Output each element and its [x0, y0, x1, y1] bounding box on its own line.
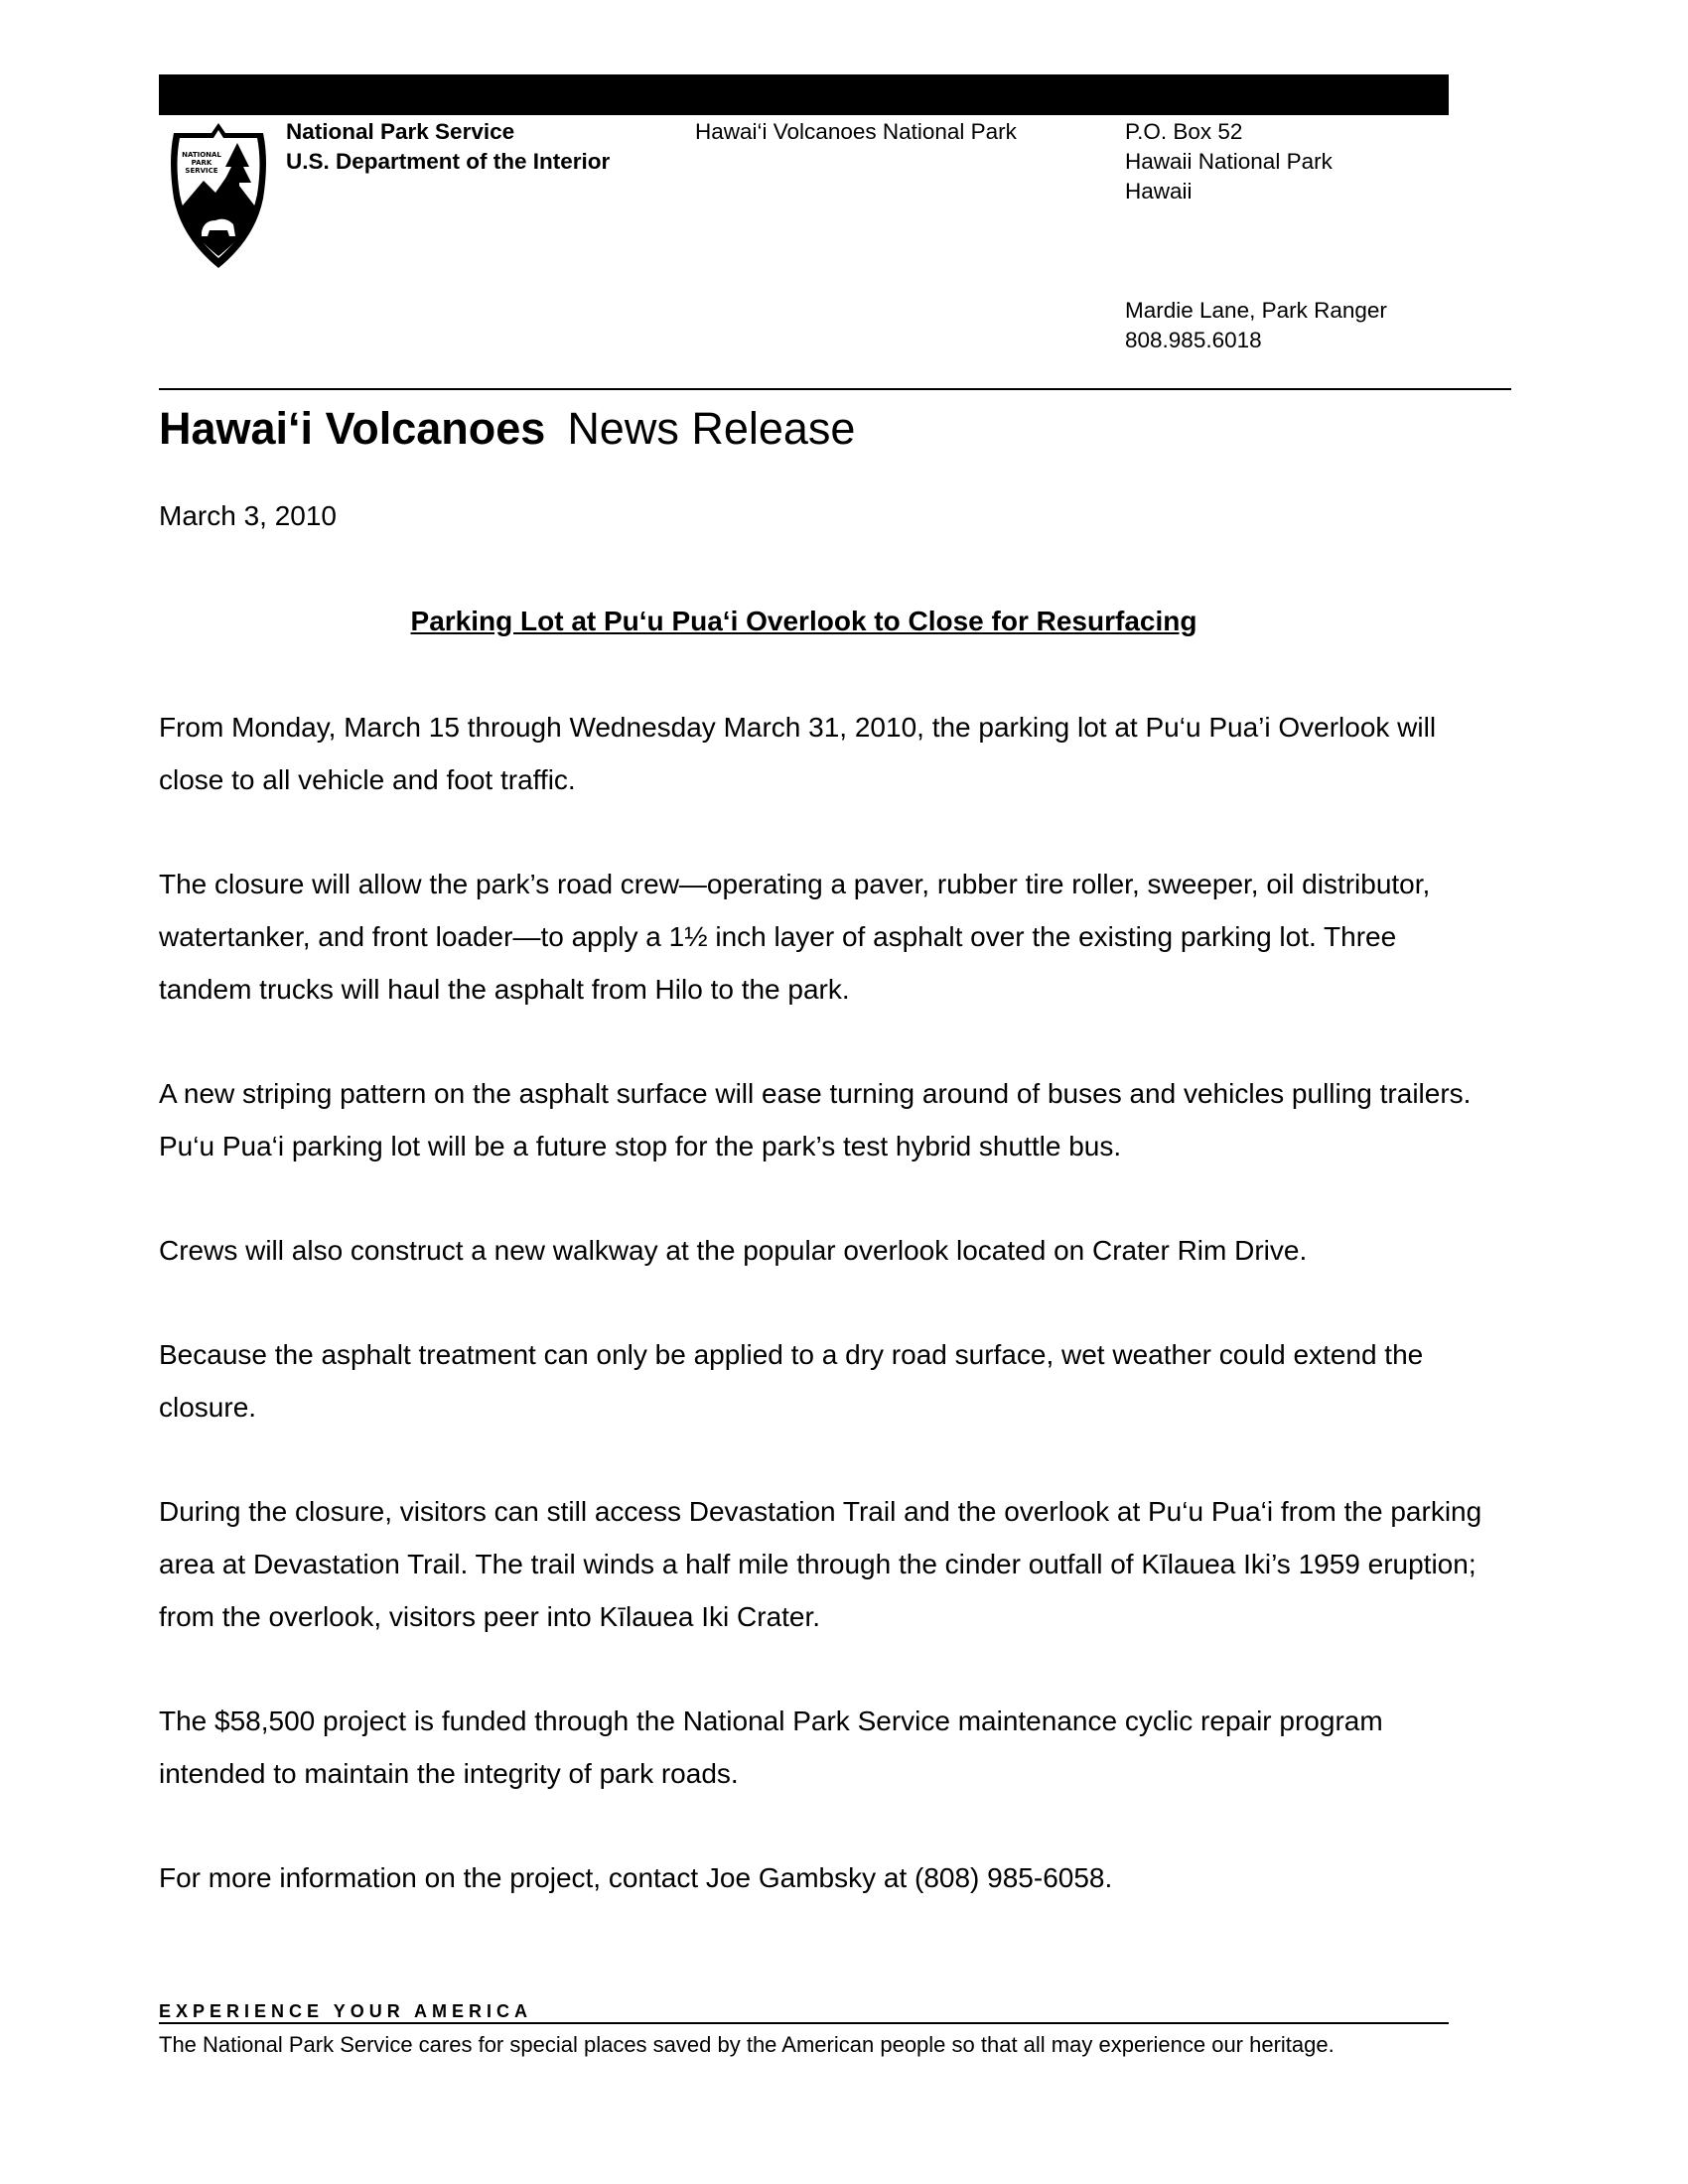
- contact-phone: 808.985.6018: [1125, 328, 1262, 352]
- body-paragraph: From Monday, March 15 through Wednesday March 31, 2010, the parking lot at Pu‘u Pua’i Overlook will close to all vehicle and foot traffic.: [159, 712, 1437, 795]
- logo-text-line-3: SERVICE: [185, 167, 218, 175]
- contact-name: Mardie Lane, Park Ranger: [1125, 298, 1387, 323]
- logo-text-line-1: NATIONAL: [182, 151, 221, 159]
- address-block: [1125, 117, 1333, 206]
- contact-block: [1125, 296, 1387, 355]
- body-paragraph: The $58,500 project is funded through the National Park Service maintenance cyclic repair program intended to maintain the integrity of park roads.: [159, 1706, 1383, 1789]
- release-body: [159, 701, 1489, 1956]
- release-title: [159, 401, 855, 457]
- park-block: [695, 117, 1017, 147]
- body-paragraph: The closure will allow the park’s road crew—operating a paver, rubber tire roller, sweeper, oil distributor, watertanker, and front loader—to apply a 1½ inch layer of asphalt over the existing parking lot. Three tandem trucks will haul the asphalt from Hilo to the park.: [159, 869, 1431, 1005]
- footer-tagline: EXPERIENCE YOUR AMERICA: [159, 2001, 533, 2021]
- body-paragraph: For more information on the project, contact Joe Gambsky at (808) 985-6058.: [159, 1862, 1113, 1893]
- agency-block: [286, 117, 610, 177]
- body-paragraph: A new striping pattern on the asphalt surface will ease turning around of buses and vehicles pulling trailers. Pu‘u Pua‘i parking lot will be a future stop for the park’s test hybrid shuttle bus.: [159, 1078, 1472, 1161]
- footer-divider: [159, 2022, 1449, 2024]
- body-paragraph: Because the asphalt treatment can only be applied to a dry road surface, wet weather could extend the closure.: [159, 1339, 1424, 1423]
- footer-mission: The National Park Service cares for special places saved by the American people so that all may experience our heritage.: [159, 2032, 1335, 2057]
- department-name: U.S. Department of the Interior: [286, 149, 611, 174]
- release-park-name: Hawai‘i Volcanoes: [159, 403, 546, 454]
- address-line: Hawaii National Park: [1125, 149, 1333, 174]
- agency-name: National Park Service: [286, 119, 515, 144]
- body-paragraph: Crews will also construct a new walkway at the popular overlook located on Crater Rim Drive.: [159, 1235, 1308, 1266]
- body-paragraph: During the closure, visitors can still access Devastation Trail and the overlook at Pu‘u Pua‘i from the parking area at Devastation Trail. The trail winds a half mile through the cinder outfall of Kīlauea Iki’s 1959 eruption; from the overlook, visitors peer into Kīlauea Iki Crater.: [159, 1496, 1482, 1632]
- nps-arrowhead-icon: [164, 121, 273, 270]
- release-date: March 3, 2010: [159, 500, 337, 531]
- logo-text-line-2: PARK: [191, 159, 212, 167]
- release-label: News Release: [567, 403, 856, 454]
- header-divider: [159, 388, 1511, 390]
- address-line: P.O. Box 52: [1125, 119, 1243, 144]
- address-line: Hawaii: [1125, 179, 1193, 204]
- headline: Parking Lot at Pu‘u Pua‘i Overlook to Close for Resurfacing: [410, 606, 1197, 636]
- header-black-bar: [159, 74, 1449, 115]
- park-name: Hawai‘i Volcanoes National Park: [695, 119, 1017, 144]
